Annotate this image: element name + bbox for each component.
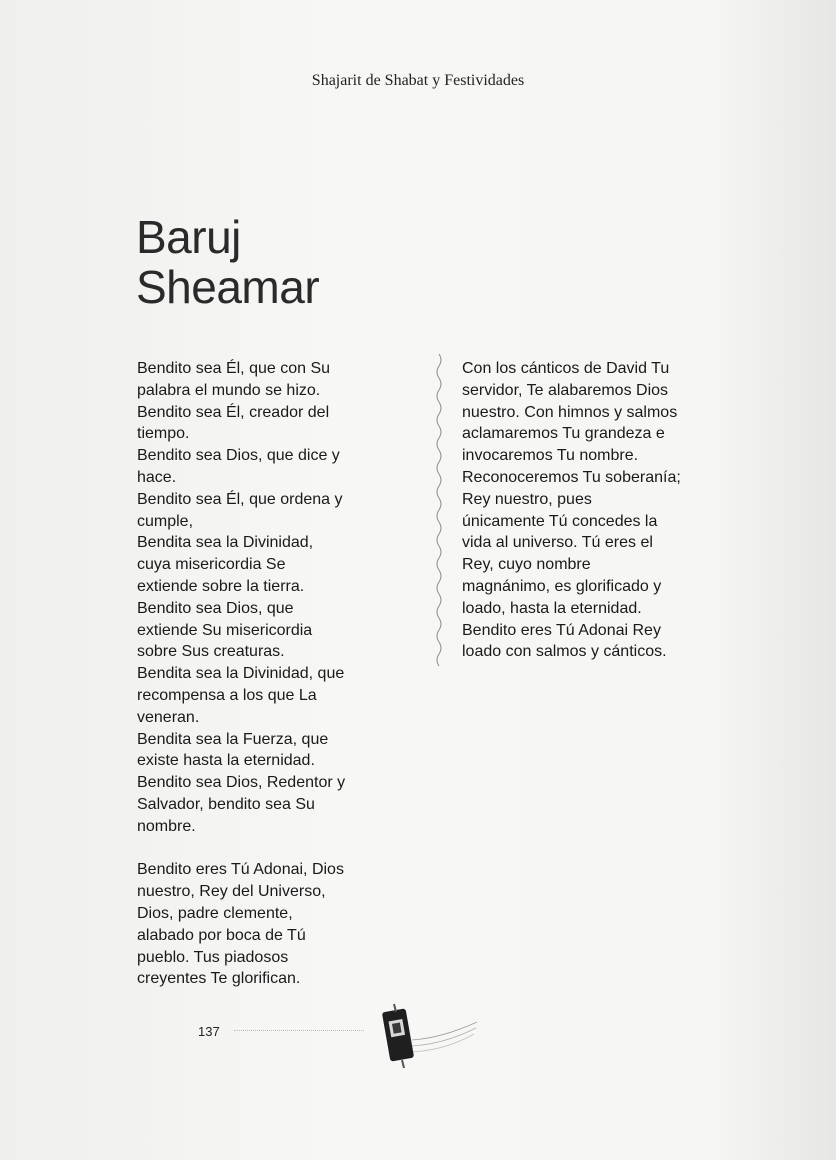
torah-scroll-icon xyxy=(372,1000,482,1070)
text-line: Bendito eres Tú Adonai, Dios xyxy=(137,861,344,879)
text-line: Bendita sea la Fuerza, que xyxy=(137,730,329,748)
text-line: alabado por boca de Tú xyxy=(137,926,306,944)
text-line: nuestro, Rey del Universo, xyxy=(137,883,326,901)
text-line: sobre Sus creaturas. xyxy=(137,643,285,661)
title-line-1: Baruj xyxy=(136,211,241,263)
prayer-title xyxy=(136,212,319,312)
text-line: recompensa a los que La xyxy=(137,686,317,704)
text-line: palabra el mundo se hizo. xyxy=(137,381,321,399)
text-line: loado, hasta la eternidad. xyxy=(462,599,642,617)
text-line: Bendito sea Dios, que dice y xyxy=(137,447,340,465)
stanza-2 xyxy=(137,859,387,990)
text-line: servidor, Te alabaremos Dios xyxy=(462,381,669,399)
page-number: 137 xyxy=(198,1024,220,1039)
text-line: aclamaremos Tu grandeza e xyxy=(462,425,665,443)
text-line: Bendito sea Él, creador del xyxy=(137,403,330,421)
text-line: existe hasta la eternidad. xyxy=(137,752,315,770)
text-line: extiende sobre la tierra. xyxy=(137,577,305,595)
text-line: Bendito sea Él, que ordena y xyxy=(137,490,343,508)
text-line: veneran. xyxy=(137,708,200,726)
text-line: Bendito eres Tú Adonai Rey xyxy=(462,621,661,639)
text-line: vida al universo. Tú eres el xyxy=(462,534,653,552)
text-line: nuestro. Con himnos y salmos xyxy=(462,403,678,421)
text-line: invocaremos Tu nombre. xyxy=(462,447,639,465)
wavy-divider xyxy=(432,354,446,672)
text-line: Salvador, bendito sea Su xyxy=(137,795,315,813)
text-line: Bendito sea Dios, Redentor y xyxy=(137,774,346,792)
text-line: Bendita sea la Divinidad, xyxy=(137,534,314,552)
footer-rule xyxy=(234,1030,364,1031)
left-text-column xyxy=(137,358,387,990)
text-line: tiempo. xyxy=(137,425,190,443)
text-line: Bendita sea la Divinidad, que xyxy=(137,665,345,683)
text-line: pueblo. Tus piadosos xyxy=(137,948,289,966)
text-line: extiende Su misericordia xyxy=(137,621,313,639)
text-line: Rey, cuyo nombre xyxy=(462,556,591,574)
text-line: únicamente Tú concedes la xyxy=(462,512,658,530)
text-line: hace. xyxy=(137,468,177,486)
text-line: cuya misericordia Se xyxy=(137,556,286,574)
text-line: Reconoceremos Tu soberanía; xyxy=(462,468,681,486)
stanza-1 xyxy=(137,358,387,838)
text-line: cumple, xyxy=(137,512,194,530)
text-line: Bendito sea Él, que con Su xyxy=(137,360,331,377)
title-line-2: Sheamar xyxy=(136,261,320,313)
right-text-column xyxy=(462,358,722,663)
text-line: loado con salmos y cánticos. xyxy=(462,643,667,661)
text-line: Rey nuestro, pues xyxy=(462,490,592,508)
text-line: creyentes Te glorifican. xyxy=(137,970,301,988)
text-line: Dios, padre clemente, xyxy=(137,904,293,922)
text-line: nombre. xyxy=(137,817,196,835)
running-head: Shajarit de Shabat y Festividades xyxy=(311,72,525,89)
text-line: magnánimo, es glorificado y xyxy=(462,577,662,595)
text-line: Bendito sea Dios, que xyxy=(137,599,294,617)
text-line: Con los cánticos de David Tu xyxy=(462,360,670,377)
